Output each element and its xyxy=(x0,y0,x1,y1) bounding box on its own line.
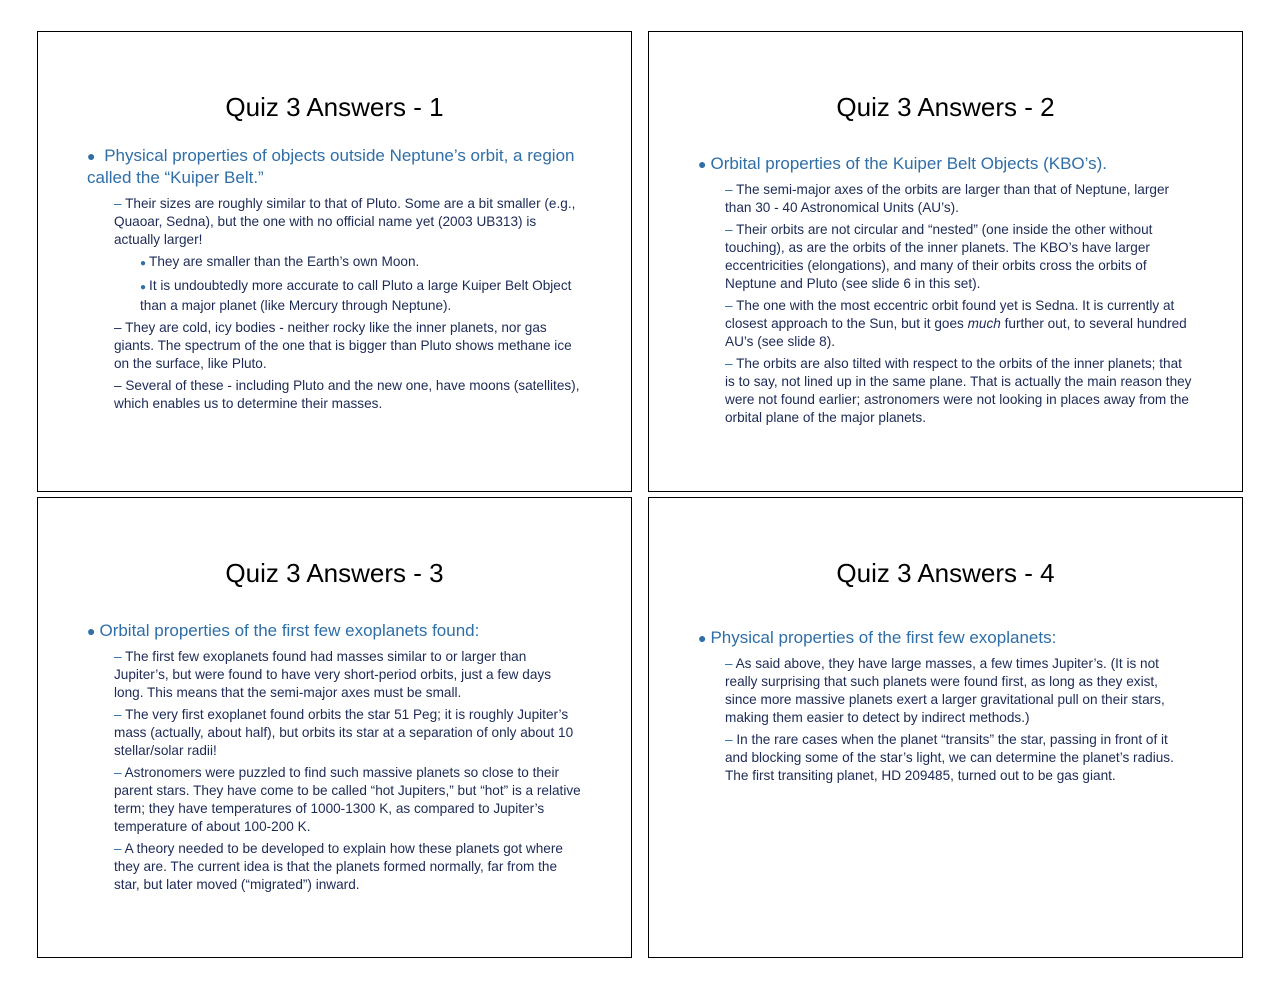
bullet-level-2 xyxy=(725,297,1192,351)
bullet-level-2 xyxy=(114,319,581,373)
slide-title: Quiz 3 Answers - 4 xyxy=(836,558,1055,588)
bullet-level-3 xyxy=(140,277,581,315)
bullet-text: The first few exoplanets found had masses similar to or larger than Jupiter’s, but were found to have very short-period orbits, just a few days long. This means that the semi-major axes must be small. xyxy=(114,649,551,700)
slide-title: Quiz 3 Answers - 3 xyxy=(225,558,444,588)
bullet-text: Astronomers were puzzled to find such massive planets so close to their parent stars. They have come to be called “hot Jupiters,” but “hot” is a relative term; they have temperatures of 1000-1300 K, as compared to Jupiter’s temperature of about 100-200 K. xyxy=(114,765,581,834)
bullet-text: As said above, they have large masses, a few times Jupiter’s. (It is not really surprising that such planets were found first, as long as they exist, since more massive planets exert a larger gravitational pull on their stars, making them easier to detect by indirect methods.) xyxy=(725,656,1165,725)
dash-icon: – xyxy=(114,196,122,211)
bullet-level-2 xyxy=(114,377,581,413)
bullet-level-2 xyxy=(114,195,581,249)
bullet-level-2 xyxy=(725,731,1192,785)
slide-body xyxy=(87,620,581,898)
bullet-icon: ● xyxy=(698,630,707,646)
bullet-text: Their orbits are not circular and “nested” (one inside the other without touching), as are the orbits of the inner planets. The KBO’s have larger eccentricities (elongations), and many of their orbits cross the orbits of Neptune and Pluto (see slide 6 in this set). xyxy=(725,222,1153,291)
bullet-text: Their sizes are roughly similar to that of Pluto. Some are a bit smaller (e.g., Quaoar, Sedna), but the one with no official name yet (2003 UB313) is actually larger! xyxy=(114,196,576,247)
dash-icon: – xyxy=(114,707,122,722)
bullet-level-2 xyxy=(725,655,1192,727)
bullet-text: Several of these - including Pluto and the new one, have moons (satellites), which enables us to determine their masses. xyxy=(114,378,580,411)
bullet-text: Physical properties of objects outside Neptune’s orbit, a region called the “Kuiper Belt.” xyxy=(87,146,575,187)
bullet-icon: ● xyxy=(87,148,96,164)
dash-icon: – xyxy=(725,222,733,237)
bullet-text: Orbital properties of the Kuiper Belt Objects (KBO’s). xyxy=(710,154,1107,173)
dash-icon: – xyxy=(114,378,122,393)
bullet-level-3 xyxy=(140,253,581,273)
bullet-text: They are smaller than the Earth’s own Moon. xyxy=(149,254,420,269)
bullet-level-2 xyxy=(725,221,1192,293)
dash-icon: – xyxy=(114,649,122,664)
dash-icon: – xyxy=(725,732,733,747)
bullet-level-2 xyxy=(725,355,1192,427)
bullet-text: The one with the most eccentric orbit found yet is Sedna. It is currently at closest approach to the Sun, but it goes xyxy=(725,298,1175,331)
dash-icon: – xyxy=(725,656,733,671)
slide-body xyxy=(698,627,1192,789)
bullet-icon: ● xyxy=(698,156,707,172)
slide-2 xyxy=(648,31,1243,492)
bullet-text: Orbital properties of the first few exoplanets found: xyxy=(99,621,480,640)
slide-title: Quiz 3 Answers - 1 xyxy=(225,92,444,122)
bullet-level-2 xyxy=(114,706,581,760)
bullet-text: They are cold, icy bodies - neither rocky like the inner planets, nor gas giants. The spectrum of the one that is bigger than Pluto shows methane ice on the surface, like Pluto. xyxy=(114,320,572,371)
bullet-level-1 xyxy=(698,153,1192,175)
bullet-level-1 xyxy=(698,627,1192,649)
bullet-icon: ● xyxy=(140,282,147,293)
slide-4 xyxy=(648,497,1243,958)
dash-icon: – xyxy=(114,765,122,780)
slide-1 xyxy=(37,31,632,492)
dash-icon: – xyxy=(114,841,122,856)
bullet-level-2 xyxy=(114,764,581,836)
bullet-text: The semi-major axes of the orbits are larger than that of Neptune, larger than 30 - 40 Astronomical Units (AU’s). xyxy=(725,182,1170,215)
dash-icon: – xyxy=(725,356,733,371)
dash-icon: – xyxy=(725,298,733,313)
bullet-level-2 xyxy=(725,181,1192,217)
dash-icon: – xyxy=(725,182,733,197)
bullet-level-1 xyxy=(87,620,581,642)
bullet-text: It is undoubtedly more accurate to call Pluto a large Kuiper Belt Object than a major planet (like Mercury through Neptune). xyxy=(140,278,572,313)
bullet-text: Physical properties of the first few exoplanets: xyxy=(710,628,1057,647)
bullet-icon: ● xyxy=(87,623,96,639)
slide-body xyxy=(87,145,581,417)
bullet-level-2 xyxy=(114,840,581,894)
emphasis-text: much xyxy=(967,316,1001,331)
bullet-text: A theory needed to be developed to explain how these planets got where they are. The current idea is that the planets formed normally, far from the star, but later moved (“migrated”) inward. xyxy=(114,841,563,892)
bullet-level-2 xyxy=(114,648,581,702)
bullet-text: In the rare cases when the planet “transits” the star, passing in front of it and blocking some of the star’s light, we can determine the planet’s radius. The first transiting planet, HD 209485, turned out to be gas giant. xyxy=(725,732,1174,783)
bullet-text: The orbits are also tilted with respect to the orbits of the inner planets; that is to say, not lined up in the same plane. That is actually the main reason they were not found earlier; astronomers were not looking in places away from the orbital plane of the major planets. xyxy=(725,356,1192,425)
dash-icon: – xyxy=(114,320,122,335)
bullet-icon: ● xyxy=(140,258,147,269)
slide-3 xyxy=(37,497,632,958)
slide-title: Quiz 3 Answers - 2 xyxy=(836,92,1055,122)
slide-body xyxy=(698,153,1192,431)
bullet-level-1 xyxy=(87,145,581,189)
bullet-text-continued: further out, to several hundred AU’s (see slide 8). xyxy=(725,316,1187,349)
bullet-text: The very first exoplanet found orbits the star 51 Peg; it is roughly Jupiter’s mass (actually, about half), but orbits its star at a separation of only about 10 stellar/solar radii! xyxy=(114,707,574,758)
